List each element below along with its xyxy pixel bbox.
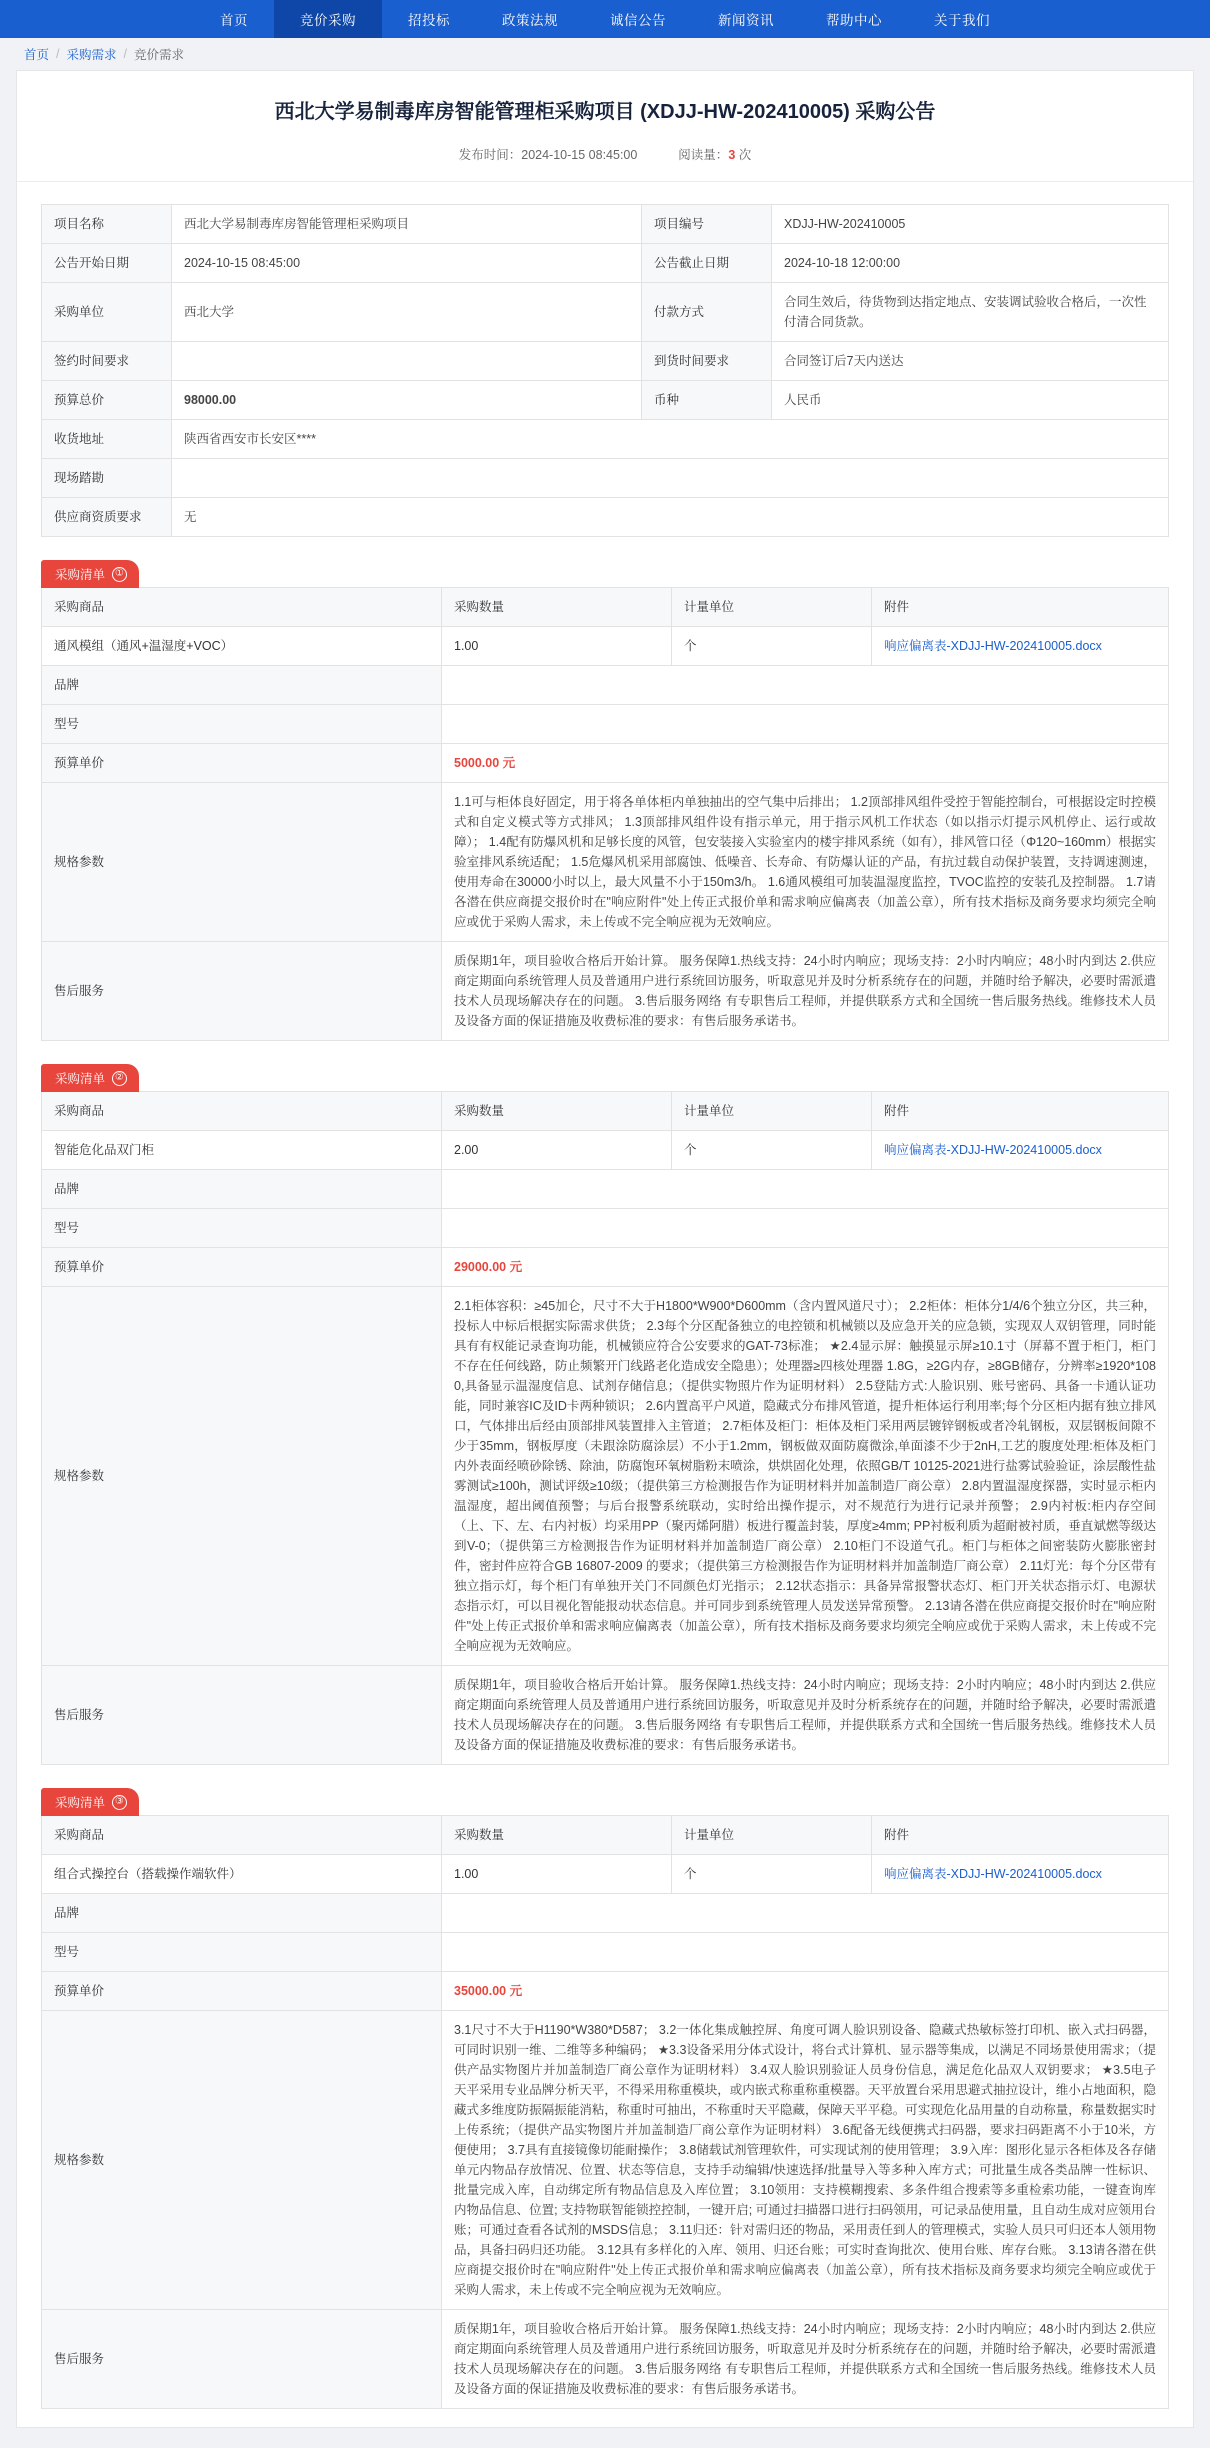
label-service-1: 售后服务 <box>42 942 442 1041</box>
purchase-list-3 <box>41 1787 1169 2409</box>
header-goods-3: 采购商品 <box>42 1816 442 1855</box>
table-row <box>42 459 1169 498</box>
cell-unit-1: 个 <box>672 627 872 666</box>
value-project-name: 西北大学易制毒库房智能管理柜采购项目 <box>172 205 642 244</box>
purchase-list-tag-label-1: 采购清单 <box>55 568 106 582</box>
breadcrumb-level2[interactable]: 采购需求 <box>66 48 117 62</box>
label-purchaser: 采购单位 <box>42 283 172 342</box>
value-service-1: 质保期1年，项目验收合格后开始计算。 服务保障1.热线支持：24小时内响应；现场支持：2小时内响应；48小时内到达 2.供应商定期面向系统管理人员及普通用户进行系统回访服务，听取意见并及时分析系统存在的问题，并随时给予解决，必要时需派遣技术人员现场解决存在的问题。 3.售后服务网络 有专职售后工程师，并提供联系方式和全国统一售后服务热线。维修技术人员及设备方面的保证措施及收费标准的要求：有售后服务承诺书。 <box>442 942 1169 1041</box>
nav-item-news[interactable]: 新闻资讯 <box>718 13 774 28</box>
table-row <box>42 1170 1169 1209</box>
cell-unit-2: 个 <box>672 1131 872 1170</box>
label-budget-total: 预算总价 <box>42 381 172 420</box>
value-model-1 <box>442 705 1169 744</box>
purchase-list-tag-label-3: 采购清单 <box>55 1796 106 1810</box>
cell-goods-1: 通风模组（通风+温湿度+VOC） <box>42 627 442 666</box>
label-brand-1: 品牌 <box>42 666 442 705</box>
attachment-link-2[interactable]: 响应偏离表-XDJJ-HW-202410005.docx <box>884 1143 1102 1157</box>
header-attachment-3: 附件 <box>872 1816 1169 1855</box>
label-supplier-qualification: 供应商资质要求 <box>42 498 172 537</box>
cell-unit-3: 个 <box>672 1855 872 1894</box>
value-sign-time <box>172 342 642 381</box>
label-model-2: 型号 <box>42 1209 442 1248</box>
header-goods-2: 采购商品 <box>42 1092 442 1131</box>
value-model-3 <box>442 1933 1169 1972</box>
value-budget-price-3: 35000.00 元 <box>442 1972 1169 2011</box>
label-payment-method: 付款方式 <box>642 283 772 342</box>
table-row <box>42 1855 1169 1894</box>
nav-item-about-us[interactable]: 关于我们 <box>934 13 990 28</box>
label-brand-2: 品牌 <box>42 1170 442 1209</box>
cell-qty-3: 1.00 <box>442 1855 672 1894</box>
table-row <box>42 381 1169 420</box>
header-qty-3: 采购数量 <box>442 1816 672 1855</box>
table-row <box>42 2011 1169 2310</box>
table-row <box>42 705 1169 744</box>
top-navigation <box>0 0 1210 38</box>
nav-item-policy[interactable]: 政策法规 <box>502 13 558 28</box>
label-model-3: 型号 <box>42 1933 442 1972</box>
table-row <box>42 498 1169 537</box>
value-payment-method: 合同生效后，待货物到达指定地点、安装调试验收合格后，一次性付清合同货款。 <box>772 283 1169 342</box>
purchase-list-tag-3 <box>41 1788 139 1816</box>
meta-line <box>57 145 1153 163</box>
table-row <box>42 1287 1169 1666</box>
label-end-date: 公告截止日期 <box>642 244 772 283</box>
header-attachment-2: 附件 <box>872 1092 1169 1131</box>
purchase-list-tag-1 <box>41 560 139 588</box>
purchase-list-tag-number-3: ③ <box>112 1795 127 1810</box>
table-row <box>42 1131 1169 1170</box>
label-budget-price-2: 预算单价 <box>42 1248 442 1287</box>
header-unit-2: 计量单位 <box>672 1092 872 1131</box>
value-start-date: 2024-10-15 08:45:00 <box>172 244 642 283</box>
value-spec-2: 2.1柜体容积：≥45加仑，尺寸不大于H1800*W900*D600mm（含内置风道尺寸）； 2.2柜体：柜体分1/4/6个独立分区，共三种，投标人中标后根据实际需求供货； 2.3每个分区配备独立的电控锁和机械锁以及应急开关的应急锁，实现双人双钥管理，同时能具有有权能记录查询功能，机械锁应符合公安要求的GAT-73标准； ★2.4显示屏：触摸显示屏≥10.1寸（屏幕不置于柜门，柜门不存在任何线路，防止频繁开门线路老化造成安全隐患）；处理器≥四核处理器 1.8G，≥2G内存，≥8GB储存，分辨率≥1920*1080,具备显示温湿度信息、试剂存储信息；（提供实物照片作为证明材料） 2.5登陆方式:人脸识别、账号密码、具备一卡通认证功能，同时兼容IC及ID卡两种锁识； 2.6内置高平户风道，隐藏式分布排风管道，提升柜体运行利用率;每个分区柜内据有独立排风口，气体排出后经由顶部排风装置排入主管道； 2.7柜体及柜门：柜体及柜门采用两层镀锌钢板或者冷轧钢板，双层钢板间隙不少于35mm，钢板厚度（未跟涂防腐涂层）不小于1.2mm，钢板做双面防腐微涂,单面漆不少于2nH,工艺的腹度处理:柜体及柜门内外表面经喷砂除锈、除油，防腐饱环氧树脂粉末喷涂，烘烘固化处理，依照GB/T 10125-2021进行盐雾试验验证，涂层酸性盐雾测试≥100h，测试评级≥10级；（提供第三方检测报告作为证明材料并加盖制造厂商公章） 2.8内置温湿度探器，实时显示柜内温湿度，超出阈值预警；与后台报警系统联动，实时给出操作提示，对不规范行为进行记录并预警； 2.9内衬板:柜内存空间（上、下、左、右内衬板）均采用PP（聚丙烯阿腊）板进行覆盖封装，厚度≥4mm; PP衬板利质为超耐被衬质，垂直斌燃等级达到V-0；（提供第三方检测报告作为证明材料并加盖制造厂商公章） 2.10柜门不设道气孔。柜门与柜体之间密装防火膨胀密封件，密封件应符合GB 16807-2009 的要求；（提供第三方检测报告作为证明材料并加盖制造厂商公章） 2.11灯光：每个分区带有独立指示灯，每个柜门有单独开关门不同颜色灯光指示； 2.12状态指示：具备异常报警状态灯、柜门开关状态指示灯、电源状态指示灯，可以目视化智能报动状态信息。并可同步到系统管理人员发送异常预警。 2.13请各潜在供应商提交报价时在"响应附件"处上传正式报价单和需求响应偏离表（加盖公章），所有技术指标及商务要求均须完全响应或优于采购人需求，未上传或不完全响应视为无效响应。 <box>442 1287 1169 1666</box>
header-attachment-1: 附件 <box>872 588 1169 627</box>
table-row <box>42 342 1169 381</box>
breadcrumb-separator-1: / <box>56 47 60 61</box>
cell-goods-2: 智能危化品双门柜 <box>42 1131 442 1170</box>
label-service-2: 售后服务 <box>42 1666 442 1765</box>
purchase-list-2 <box>41 1063 1169 1765</box>
table-row <box>42 1666 1169 1765</box>
table-row <box>42 1933 1169 1972</box>
views-unit: 次 <box>738 148 752 162</box>
attachment-link-1[interactable]: 响应偏离表-XDJJ-HW-202410005.docx <box>884 639 1102 653</box>
table-row <box>42 1972 1169 2011</box>
purchase-list-tag-label-2: 采购清单 <box>55 1072 106 1086</box>
value-budget-total: 98000.00 <box>172 381 642 420</box>
label-currency: 币种 <box>642 381 772 420</box>
purchase-list-tag-2 <box>41 1064 139 1092</box>
value-supplier-qualification: 无 <box>172 498 1169 537</box>
nav-item-bidding-purchase[interactable]: 竞价采购 <box>274 0 382 38</box>
label-spec-1: 规格参数 <box>42 783 442 942</box>
value-spec-1: 1.1可与柜体良好固定，用于将各单体柜内单独抽出的空气集中后排出； 1.2顶部排风组件受控于智能控制台，可根据设定时控模式和自定义模式等方式排风； 1.3顶部排风组件设有指示单元，用于指示风机工作状态（如以指示灯提示风机停止、运行或故障）； 1.4配有防爆风机和足够长度的风管，包安装接入实验室内的楼宇排风系统（如有），排风管口径（Φ120~160mm）根据实验室排风系统适配； 1.5危爆风机采用部腐蚀、低噪音、长寿命、有防爆认证的产品，有抗过载自动保护装置，支持调速测速，使用寿命在30000小时以上，最大风量不小于150m3/h。 1.6通风模组可加装温湿度监控，TVOC监控的安装孔及控制器。 1.7请各潜在供应商提交报价时在"响应附件"处上传正式报价单和需求响应偏离表（加盖公章），所有技术指标及商务要求均须完全响应或优于采购人需求，未上传或不完全响应视为无效响应。 <box>442 783 1169 942</box>
cell-goods-3: 组合式操控台（搭载操作端软件） <box>42 1855 442 1894</box>
views-label: 阅读量： <box>678 148 729 162</box>
value-end-date: 2024-10-18 12:00:00 <box>772 244 1169 283</box>
table-row <box>42 283 1169 342</box>
table-row <box>42 420 1169 459</box>
label-site-survey: 现场踏勘 <box>42 459 172 498</box>
label-budget-price-3: 预算单价 <box>42 1972 442 2011</box>
breadcrumb-current: 竞价需求 <box>134 48 185 62</box>
publish-time-label: 发布时间： <box>458 148 522 162</box>
header-unit-3: 计量单位 <box>672 1816 872 1855</box>
table-row <box>42 205 1169 244</box>
nav-item-help-center[interactable]: 帮助中心 <box>826 13 882 28</box>
label-model-1: 型号 <box>42 705 442 744</box>
value-brand-2 <box>442 1170 1169 1209</box>
label-delivery-time: 到货时间要求 <box>642 342 772 381</box>
purchase-list-table-1 <box>41 587 1169 1041</box>
value-site-survey <box>172 459 1169 498</box>
value-service-3: 质保期1年，项目验收合格后开始计算。 服务保障1.热线支持：24小时内响应；现场支持：2小时内响应；48小时内到达 2.供应商定期面向系统管理人员及普通用户进行系统回访服务，听取意见并及时分析系统存在的问题，并随时给予解决，必要时需派遣技术人员现场解决存在的问题。 3.售后服务网络 有专职售后工程师，并提供联系方式和全国统一售后服务热线。维修技术人员及设备方面的保证措施及收费标准的要求：有售后服务承诺书。 <box>442 2310 1169 2409</box>
label-delivery-address: 收货地址 <box>42 420 172 459</box>
value-budget-price-2: 29000.00 元 <box>442 1248 1169 1287</box>
value-delivery-time: 合同签订后7天内送达 <box>772 342 1169 381</box>
value-spec-3: 3.1尺寸不大于H1190*W380*D587； 3.2一体化集成触控屏、角度可调人脸识别设备、隐藏式热敏标签打印机、嵌入式扫码器，可同时识别一维、二维等多种编码； ★3.3设备采用分体式设计，将台式计算机、显示器等集成，以满足不同场景使用需求；（提供产品实物图片并加盖制造厂商公章作为证明材料） 3.4双人脸识别验证人员身份信息，满足危化品双人双钥要求； ★3.5电子天平采用专业品牌分析天平，不得采用称重模块，或内嵌式称重称重模器。天平放置台采用思避式抽拉设计，维小占地面积，隐藏式多维度防振隔振能消粘，称重时可抽出，不称重时天平隐藏，保障天平平稳。可实现危化品用量的自动称量，称量数据实时上传系统；（提供产品实物图片并加盖制造厂商公章作为证明材料） 3.6配备无线便携式扫码器，要求扫码距离不小于10米，方便使用； 3.7具有直接镜像切能耐操作； 3.8储载试剂管理软件，可实现试剂的使用管理； 3.9入库：图形化显示各柜体及各存储单元内物品存放情况、位置、状态等信息，支持手动编辑/快速选择/批量导入等多种入库方式；可批量生成各类品牌一性标识、批量完成入库，自动绑定所有物品信息及入库位置； 3.10领用：支持模糊搜索、多条件组合搜索等多重检索功能，一键查询库内物品信息、位置; 支持物联智能锁控控制，一键开启; 可通过扫描器口进行扫码领用，可记录品使用量，且自动生成对应领用台账；可通过查看各试剂的MSDS信息； 3.11归还：针对需归还的物品，采用责任到人的管理模式，实验人员只可归还本人领用物品，具备扫码归还功能。 3.12具有多样化的入库、领用、归还台账；可实时查询批次、使用台账、库存台账。 3.13请各潜在供应商提交报价时在"响应附件"处上传正式报价单和需求响应偏离表（加盖公章），所有技术指标及商务要求均须完全响应或优于采购人需求，未上传或不完全响应视为无效响应。 <box>442 2011 1169 2310</box>
header-unit-1: 计量单位 <box>672 588 872 627</box>
value-budget-price-1: 5000.00 元 <box>442 744 1169 783</box>
table-row <box>42 744 1169 783</box>
value-model-2 <box>442 1209 1169 1248</box>
value-currency: 人民币 <box>772 381 1169 420</box>
header-qty-2: 采购数量 <box>442 1092 672 1131</box>
table-row <box>42 244 1169 283</box>
label-spec-3: 规格参数 <box>42 2011 442 2310</box>
page-title: 西北大学易制毒库房智能管理柜采购项目 (XDJJ-HW-202410005) 采购公告 <box>274 101 936 123</box>
announcement-page <box>16 70 1194 2428</box>
table-header-row <box>42 1092 1169 1131</box>
purchase-list-table-3 <box>41 1815 1169 2409</box>
label-brand-3: 品牌 <box>42 1894 442 1933</box>
label-spec-2: 规格参数 <box>42 1287 442 1666</box>
purchase-list-table-2 <box>41 1091 1169 1765</box>
views-count: 3 <box>728 148 736 162</box>
header-qty-1: 采购数量 <box>442 588 672 627</box>
table-row <box>42 1209 1169 1248</box>
label-project-name: 项目名称 <box>42 205 172 244</box>
purchase-list-1 <box>41 559 1169 1041</box>
breadcrumb-home[interactable]: 首页 <box>24 48 50 62</box>
table-header-row <box>42 588 1169 627</box>
project-info-table <box>41 204 1169 537</box>
table-row <box>42 1894 1169 1933</box>
breadcrumb-separator-2: / <box>123 47 127 61</box>
publish-time-value: 2024-10-15 08:45:00 <box>521 148 638 162</box>
header-goods-1: 采购商品 <box>42 588 442 627</box>
value-service-2: 质保期1年，项目验收合格后开始计算。 服务保障1.热线支持：24小时内响应；现场支持：2小时内响应；48小时内到达 2.供应商定期面向系统管理人员及普通用户进行系统回访服务，听取意见并及时分析系统存在的问题，并随时给予解决，必要时需派遣技术人员现场解决存在的问题。 3.售后服务网络 有专职售后工程师，并提供联系方式和全国统一售后服务热线。维修技术人员及设备方面的保证措施及收费标准的要求：有售后服务承诺书。 <box>442 1666 1169 1765</box>
nav-item-tender[interactable]: 招投标 <box>408 13 450 28</box>
purchase-list-tag-number-1: ① <box>112 567 127 582</box>
value-delivery-address: 陕西省西安市长安区**** <box>172 420 1169 459</box>
table-row <box>42 942 1169 1041</box>
table-row <box>42 666 1169 705</box>
value-purchaser: 西北大学 <box>172 283 642 342</box>
label-budget-price-1: 预算单价 <box>42 744 442 783</box>
table-header-row <box>42 1816 1169 1855</box>
cell-qty-1: 1.00 <box>442 627 672 666</box>
label-sign-time: 签约时间要求 <box>42 342 172 381</box>
attachment-link-3[interactable]: 响应偏离表-XDJJ-HW-202410005.docx <box>884 1867 1102 1881</box>
table-row <box>42 1248 1169 1287</box>
cell-qty-2: 2.00 <box>442 1131 672 1170</box>
table-row <box>42 783 1169 942</box>
purchase-list-tag-number-2: ② <box>112 1071 127 1086</box>
nav-item-integrity-notice[interactable]: 诚信公告 <box>610 13 666 28</box>
value-project-code: XDJJ-HW-202410005 <box>772 205 1169 244</box>
title-block <box>17 71 1193 182</box>
breadcrumb <box>0 38 1210 70</box>
table-row <box>42 627 1169 666</box>
label-service-3: 售后服务 <box>42 2310 442 2409</box>
label-start-date: 公告开始日期 <box>42 244 172 283</box>
table-row <box>42 2310 1169 2409</box>
value-brand-1 <box>442 666 1169 705</box>
nav-item-home[interactable]: 首页 <box>220 13 248 28</box>
label-project-code: 项目编号 <box>642 205 772 244</box>
value-brand-3 <box>442 1894 1169 1933</box>
